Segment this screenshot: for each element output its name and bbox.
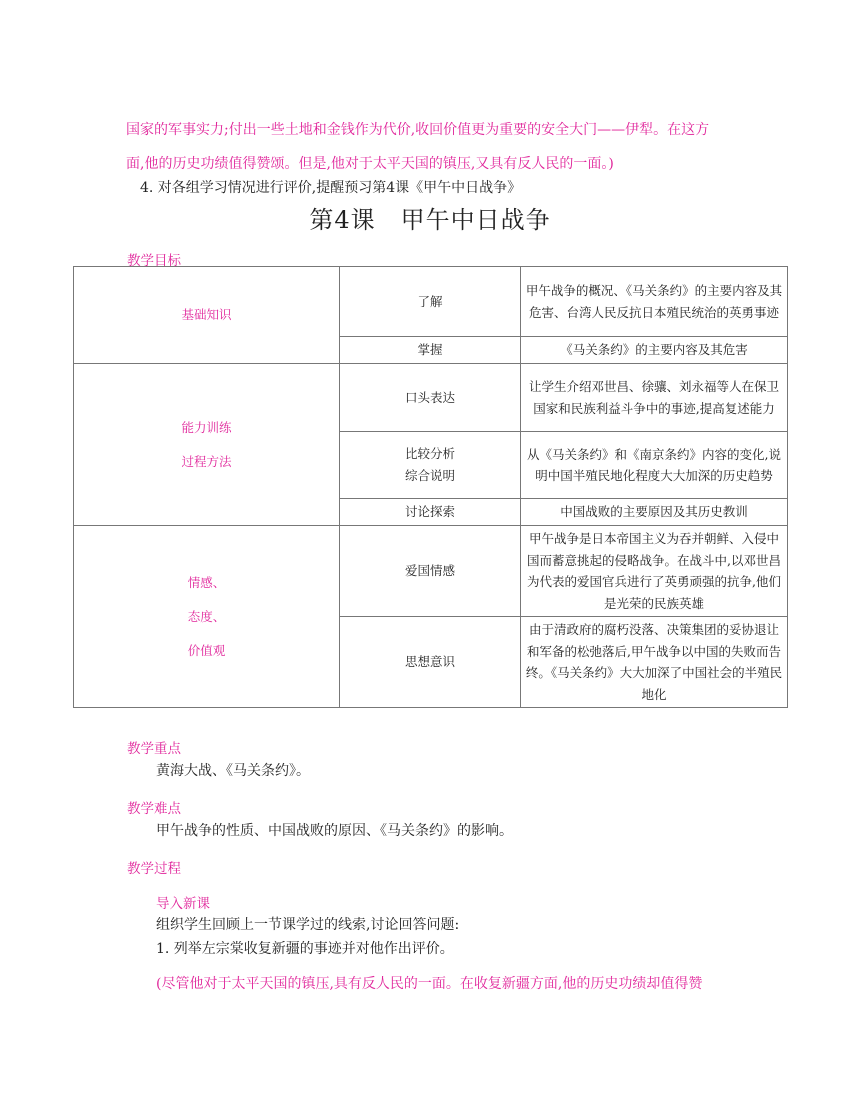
table-row	[74, 267, 788, 337]
method-label: 综合说明	[404, 468, 455, 483]
category-cell	[74, 267, 340, 364]
process-subheading: 导入新课	[156, 896, 210, 912]
process-line-1: 组织学生回顾上一节课学过的线索,讨论回答问题:	[156, 917, 460, 933]
content-cell: 从《马关条约》和《南京条约》内容的变化,说明中国半殖民地化程度大大加深的历史趋势	[521, 432, 788, 499]
process-line-3: (尽管他对于太平天国的镇压,具有反人民的一面。在收复新疆方面,他的历史功绩却值得赞	[156, 976, 703, 992]
method-cell	[340, 364, 521, 432]
category-label: 态度、	[187, 608, 226, 624]
method-label: 讨论探索	[404, 504, 455, 519]
category-label: 价值观	[187, 642, 226, 658]
method-label: 口头表达	[404, 389, 455, 405]
category-label: 能力训练	[181, 419, 232, 435]
table-row	[74, 526, 788, 617]
key-points-text: 黄海大战、《马关条约》。	[156, 763, 310, 779]
content-cell: 《马关条约》的主要内容及其危害	[521, 337, 788, 364]
method-label: 比较分析	[404, 446, 455, 461]
method-label: 思想意识	[404, 654, 455, 669]
difficulties-text: 甲午战争的性质、中国战败的原因、《马关条约》的影响。	[156, 823, 513, 839]
method-cell	[340, 337, 521, 364]
objectives-heading: 教学目标	[127, 253, 181, 269]
method-label: 了解	[417, 293, 443, 309]
content-cell: 由于清政府的腐朽没落、决策集团的妥协退让和军备的松弛落后,甲午战争以中国的失败而告终。《马关条约》大大加深了中国社会的半殖民地化	[521, 617, 788, 708]
table-row	[74, 364, 788, 432]
lesson-title: 第4课 甲午中日战争	[309, 206, 551, 234]
method-label: 掌握	[417, 342, 443, 357]
method-cell	[340, 526, 521, 617]
intro-line-2: 面,他的历史功绩值得赞颂。但是,他对于太平天国的镇压,又具有反人民的一面。)	[126, 156, 614, 172]
content-cell: 中国战败的主要原因及其历史教训	[521, 499, 788, 526]
category-label: 基础知识	[181, 307, 232, 322]
method-cell	[340, 432, 521, 499]
difficulties-heading: 教学难点	[127, 801, 181, 817]
content-cell: 让学生介绍邓世昌、徐骧、刘永福等人在保卫国家和民族利益斗争中的事迹,提高复述能力	[521, 364, 788, 432]
method-label: 爱国情感	[404, 563, 455, 578]
process-line-2: 1. 列举左宗棠收复新疆的事迹并对他作出评价。	[156, 941, 454, 957]
method-cell	[340, 617, 521, 708]
process-heading: 教学过程	[127, 861, 181, 877]
category-cell	[74, 526, 340, 708]
method-cell	[340, 267, 521, 337]
content-cell: 甲午战争的概况、《马关条约》的主要内容及其危害、台湾人民反抗日本殖民统治的英勇事迹	[521, 267, 788, 337]
method-cell	[340, 499, 521, 526]
category-label: 情感、	[187, 574, 226, 590]
key-points-heading: 教学重点	[127, 741, 181, 757]
intro-line-1: 国家的军事实力;付出一些土地和金钱作为代价,收回价值更为重要的安全大门——伊犁。在这方	[126, 122, 710, 138]
content-cell: 甲午战争是日本帝国主义为吞并朝鲜、入侵中国而蓄意挑起的侵略战争。在战斗中,以邓世昌为代表的爱国官兵进行了英勇顽强的抗争,他们是光荣的民族英雄	[521, 526, 788, 617]
intro-line-3: 4. 对各组学习情况进行评价,提醒预习第4课《甲午中日战争》	[140, 180, 522, 196]
category-cell	[74, 364, 340, 526]
category-label: 过程方法	[181, 453, 232, 469]
objectives-table	[73, 266, 788, 708]
